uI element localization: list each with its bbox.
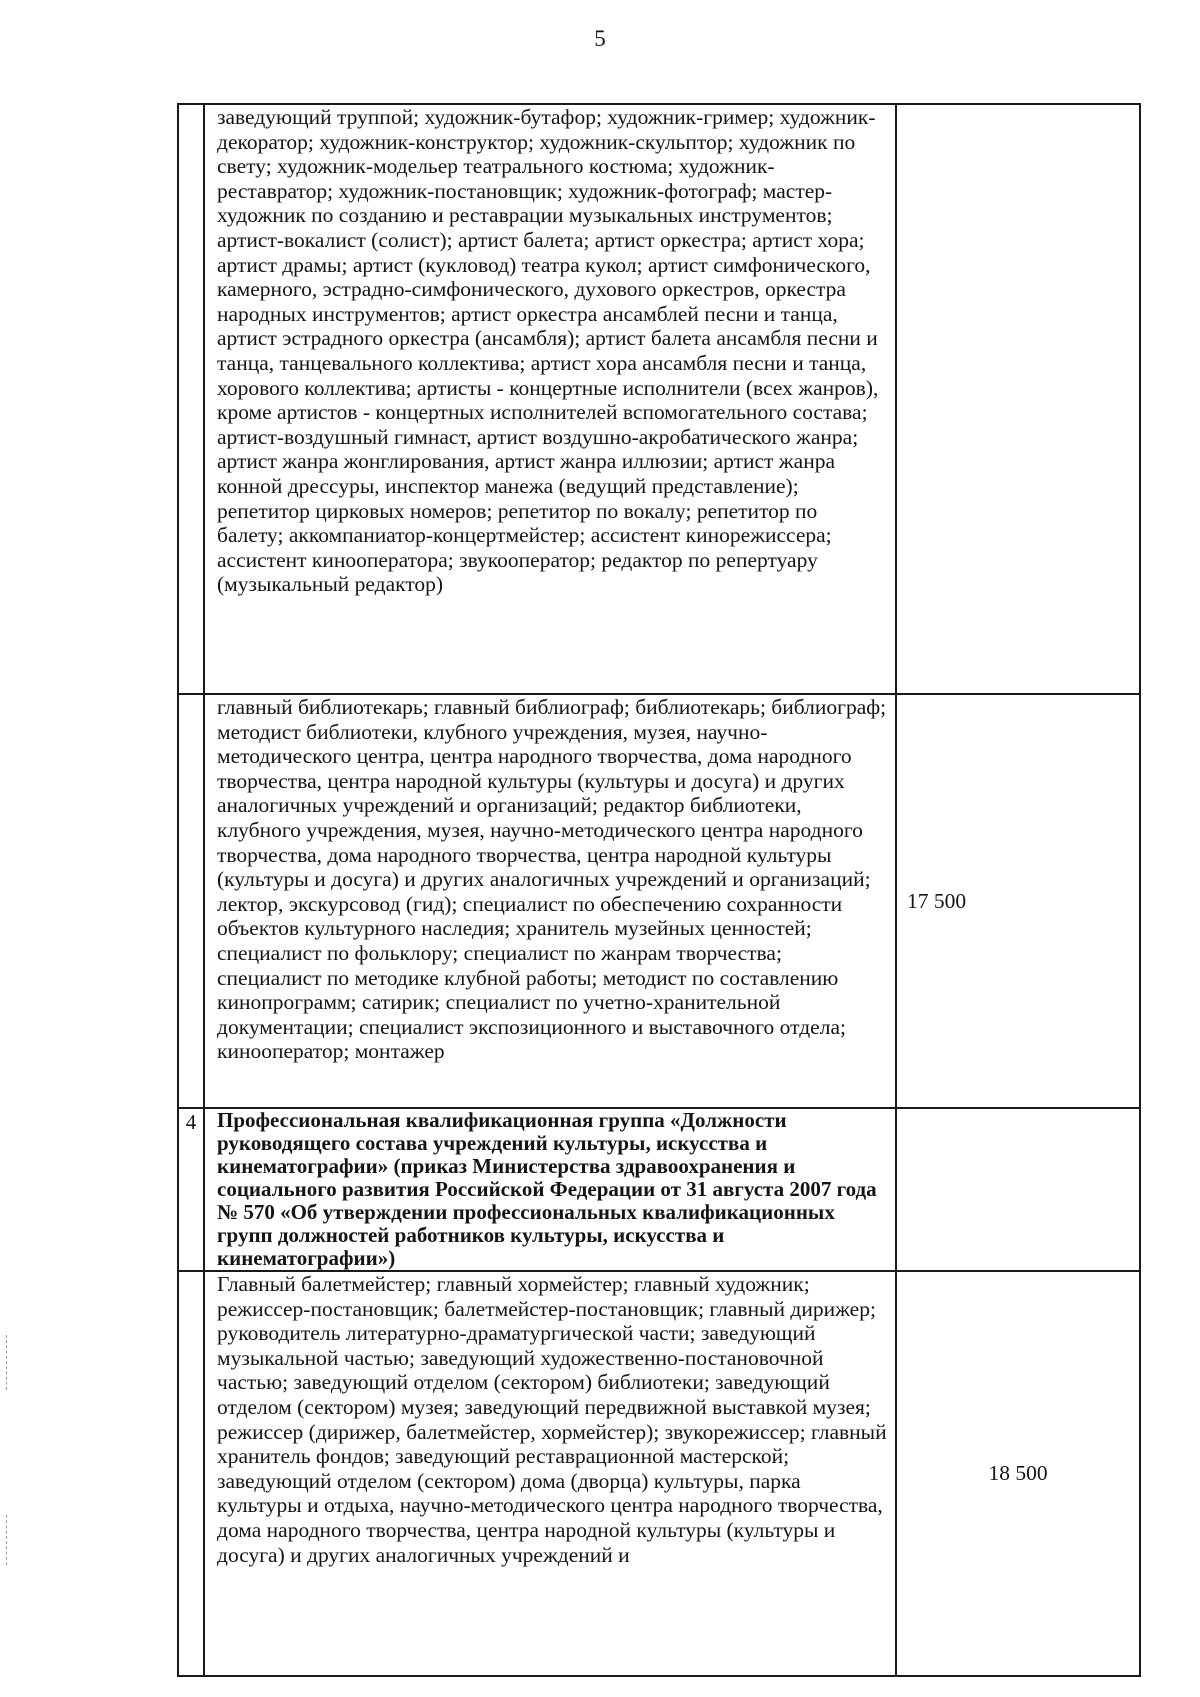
- position-list: главный библиотекарь; главный библиограф; библиотекарь; библиограф; методист библиотеки, клубного учреждения, музея, научно-методического центра, центра народного творчества, дома народного творчества, центра народной культуры (культуры и досуга) и других аналогичных учреждений и организаций; редактор библиотеки, клубного учреждения, музея, научно-методического центра народного творчества, дома народного творчества, центра народной культуры (культуры и досуга) и других аналогичных учреждений и организаций; лектор, экскурсовод (гид); специалист по обеспечению сохранности объектов культурного наследия; хранитель музейных ценностей; специалист по фольклору; специалист по жанрам творчества; специалист по методике клубной работы; методист по составлению кинопрограмм; сатирик; специалист по учетно-хранительной документации; специалист экспозиционного и выставочного отдела; кинооператор; монтажер: [204, 694, 896, 1108]
- table-row: [178, 1271, 1140, 1676]
- table-row: [178, 104, 1140, 694]
- qualification-group-heading: Профессиональная квалификационная группа «Должности руководящего состава учреждений культуры, искусства и кинематографии» (приказ Министерства здравоохранения и социального развития Российской Федерации от 31 августа 2007 года № 570 «Об утверждении профессиональных квалификационных групп должностей работников культуры, искусства и кинематографии»): [204, 1108, 896, 1271]
- position-list: Главный балетмейстер; главный хормейстер; главный художник; режиссер-постановщик; балетмейстер-постановщик; главный дирижер; руководитель литературно-драматургической части; заведующий музыкальной частью; заведующий художественно-постановочной частью; заведующий отделом (сектором) библиотеки; заведующий отделом (сектором) музея; заведующий передвижной выставкой музея; режиссер (дирижер, балетмейстер, хормейстер); звукорежиссер; главный хранитель фондов; заведующий реставрационной мастерской; заведующий отделом (сектором) дома (дворца) культуры, парка культуры и отдыха, научно-методического центра народного творчества, дома народного творчества, центра народной культуры (культуры и досуга) и других аналогичных учреждений и: [204, 1271, 896, 1676]
- salary-cell: 17 500: [896, 694, 1140, 1108]
- positions-table: [177, 103, 1141, 1677]
- table-row: [178, 694, 1140, 1108]
- row-number: [178, 104, 204, 694]
- salary-cell: [896, 104, 1140, 694]
- row-number: 4: [178, 1108, 204, 1271]
- page-number: 5: [594, 26, 606, 51]
- row-number: [178, 694, 204, 1108]
- salary-cell: 18 500: [896, 1271, 1140, 1676]
- scan-edge-mark: [6, 1515, 7, 1565]
- position-list: заведующий труппой; художник-бутафор; художник-гример; художник-декоратор; художник-конструктор; художник-скульптор; художник по свету; художник-модельер театрального костюма; художник-реставратор; художник-постановщик; художник-фотограф; мастер-художник по созданию и реставрации музыкальных инструментов; артист-вокалист (солист); артист балета; артист оркестра; артист хора; артист драмы; артист (кукловод) театра кукол; артист симфонического, камерного, эстрадно-симфонического, духового оркестров, оркестра народных инструментов; артист оркестра ансамблей песни и танца, артист эстрадного оркестра (ансамбля); артист балета ансамбля песни и танца, танцевального коллектива; артист хора ансамбля песни и танца, хорового коллектива; артисты - концертные исполнители (всех жанров), кроме артистов - концертных исполнителей вспомогательного состава; артист-воздушный гимнаст, артист воздушно-акробатического жанра; артист жанра жонглирования, артист жанра иллюзии; артист жанра конной дрессуры, инспектор манежа (ведущий представление); репетитор цирковых номеров; репетитор по вокалу; репетитор по балету; аккомпаниатор-концертмейстер; ассистент кинорежиссера; ассистент кинооператора; звукооператор; редактор по репертуару (музыкальный редактор): [204, 104, 896, 694]
- row-number: [178, 1271, 204, 1676]
- scan-edge-mark: [6, 1335, 7, 1390]
- salary-cell: [896, 1108, 1140, 1271]
- table-row: [178, 1108, 1140, 1271]
